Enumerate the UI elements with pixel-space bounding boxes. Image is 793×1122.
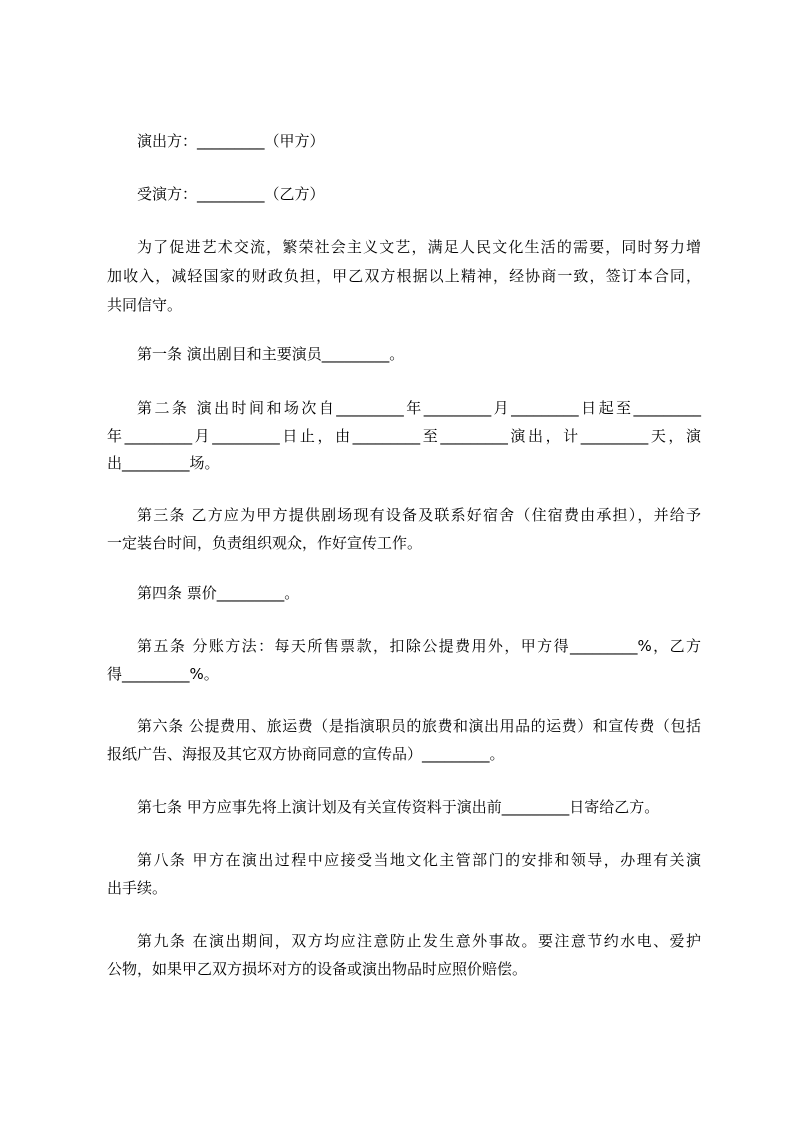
article-line: 第八条 甲方在演出过程中应接受当地文化主管部门的安排和领导，办理有关演 <box>137 851 701 869</box>
host-party-line: 受演方：_________（乙方） <box>137 185 325 203</box>
article-line: 第三条 乙方应为甲方提供剧场现有设备及联系好宿舍（住宿费由承担），并给予 <box>137 506 701 524</box>
performer-party-line: 演出方：_________（甲方） <box>137 132 325 150</box>
article-line: 一定装台时间，负责组织观众，作好宣传工作。 <box>107 534 423 552</box>
article-line: 第四条 票价_________。 <box>137 584 300 602</box>
article-line: 年_________月_________日止，由_________至_________演出，计_________天，演 <box>107 427 701 445</box>
preamble-line: 共同信守。 <box>107 296 183 314</box>
article-line: 报纸广告、海报及其它双方协商同意的宣传品）_________。 <box>107 745 505 763</box>
article-line: 第一条 演出剧目和主要演员_________。 <box>137 345 405 363</box>
article-line: 公物，如果甲乙双方损坏对方的设备或演出物品时应照价赔偿。 <box>107 960 528 978</box>
article-line: 第七条 甲方应事先将上演计划及有关宣传资料于演出前_________日寄给乙方。 <box>137 798 660 816</box>
article-line: 第五条 分账方法：每天所售票款，扣除公提费用外，甲方得_________%，乙方 <box>137 637 701 655</box>
article-line: 得_________%。 <box>107 665 219 683</box>
article-line: 第二条 演出时间和场次自_________年_________月_________日起至_________ <box>137 399 701 417</box>
preamble-line: 为了促进艺术交流，繁荣社会主义文艺，满足人民文化生活的需要，同时努力增 <box>137 238 701 256</box>
article-line: 第九条 在演出期间，双方均应注意防止发生意外事故。要注意节约水电、爱护 <box>137 932 701 950</box>
article-line: 第六条 公提费用、旅运费（是指演职员的旅费和演出用品的运费）和宣传费（包括 <box>137 717 701 735</box>
article-line: 出_________场。 <box>107 454 220 472</box>
preamble-line: 加收入，减轻国家的财政负担，甲乙双方根据以上精神，经协商一致，签订本合同， <box>107 267 701 285</box>
article-line: 出手续。 <box>107 879 168 897</box>
